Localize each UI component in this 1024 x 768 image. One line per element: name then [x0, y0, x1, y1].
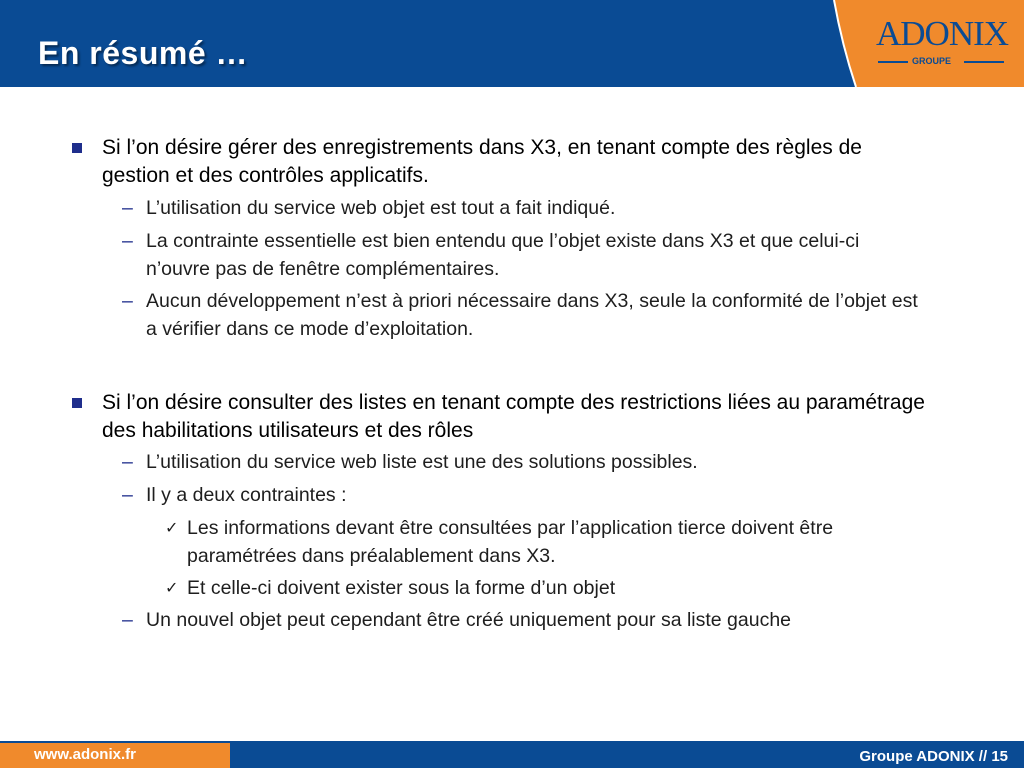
check-bullet-text: Et celle-ci doivent exister sous la forme d’un objet — [187, 577, 616, 599]
sub-bullet-text: L’utilisation du service web objet est tout a fait indiqué. — [146, 197, 616, 219]
sub-bullet — [122, 227, 926, 283]
dash-icon: – — [122, 484, 133, 506]
sub-bullet-text: Aucun développement n’est à priori nécessaire dans X3, seule la conformité de l’objet est a vérifier dans ce mode d’exploitation. — [146, 290, 918, 340]
section-text: Si l’on désire consulter des listes en tenant compte des restrictions liées au paramétrage des habilitations utilisateurs et des rôles — [102, 391, 925, 442]
dash-icon: – — [122, 609, 133, 631]
sub-bullet-text: La contrainte essentielle est bien entendu que l’objet existe dans X3 et que celui-ci n’ouvre pas de fenêtre complémentaires. — [146, 230, 860, 280]
dash-icon: – — [122, 197, 133, 219]
dash-icon: – — [122, 290, 133, 312]
section-bullet-consult-lists — [102, 389, 932, 445]
website-link[interactable]: www.adonix.fr — [34, 746, 136, 763]
square-bullet-icon — [72, 143, 82, 153]
check-bullet — [165, 514, 927, 570]
sub-bullet — [122, 448, 926, 476]
logo-wordmark: ADONIX — [876, 14, 1009, 53]
page-number-label: Groupe ADONIX // 15 — [859, 748, 1008, 765]
slide-title: En résumé … — [38, 35, 249, 71]
sub-bullet — [122, 606, 926, 634]
sub-bullet — [122, 481, 926, 509]
logo-subtitle: GROUPE — [912, 56, 952, 66]
section-text: Si l’on désire gérer des enregistrements dans X3, en tenant compte des règles de gestion et des contrôles applicatifs. — [102, 136, 862, 187]
check-bullet-text: Les informations devant être consultées par l’application tierce doivent être paramétrées dans préalablement dans X3. — [187, 517, 834, 567]
checkmark-icon: ✓ — [165, 578, 179, 597]
square-bullet-icon — [72, 398, 82, 408]
dash-icon: – — [122, 451, 133, 473]
section-bullet-manage-records — [102, 134, 932, 190]
checkmark-icon: ✓ — [165, 518, 179, 537]
logo-rule-left — [878, 61, 908, 63]
sub-bullet-text: Il y a deux contraintes : — [146, 484, 347, 506]
logo-rule-right — [964, 61, 1004, 63]
footer-page-bar — [230, 743, 1024, 768]
sub-bullet — [122, 194, 926, 222]
title-bar — [0, 0, 1024, 87]
sub-bullet — [122, 287, 926, 343]
adonix-logo — [828, 0, 1024, 87]
footer-url-bar — [0, 743, 230, 768]
sub-bullet-text: L’utilisation du service web liste est une des solutions possibles. — [146, 451, 698, 473]
sub-bullet-text: Un nouvel objet peut cependant être créé uniquement pour sa liste gauche — [146, 609, 792, 631]
check-bullet — [165, 574, 927, 602]
dash-icon: – — [122, 230, 133, 252]
